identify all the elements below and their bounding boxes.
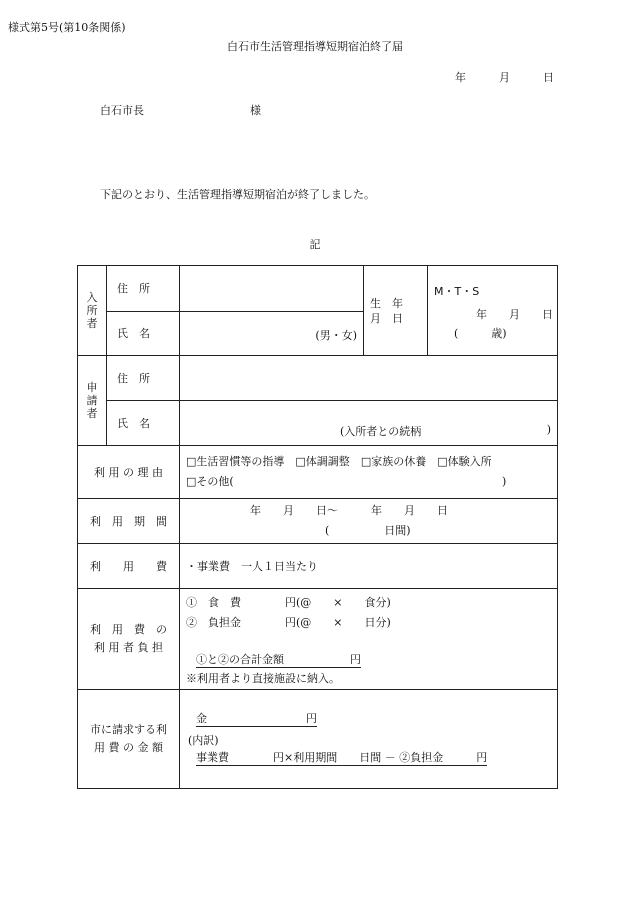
body-text: 下記のとおり、生活管理指導短期宿泊が終了しました。 [100,188,375,201]
date-day: 日 [543,71,554,84]
addressee-suffix: 様 [250,104,261,117]
relation-close: ) [546,423,551,436]
reason-field [180,446,558,499]
form-number: 様式第5号(第10条関係) [8,21,126,34]
form-table [77,265,558,789]
era-options: M・T・S [434,285,480,298]
period-days: ( 日間) [325,524,411,537]
applicant-section-label: 申 請 者 [78,356,107,446]
reason-option-family-rest[interactable]: □家族の休養 [360,455,427,468]
resident-address-label: 住 所 [107,266,180,312]
burden-field[interactable] [180,589,558,690]
date-year: 年 [455,71,466,84]
resident-name-field[interactable] [180,311,364,356]
birth-ymd: 年 月 日 [476,308,553,321]
resident-address-field[interactable] [180,266,364,312]
age: ( 歳) [454,327,507,340]
resident-birth-label: 生 年 月 日 [364,266,428,356]
applicant-name-label: 氏 名 [107,401,180,446]
resident-birth-field[interactable] [428,266,558,356]
fee-label: 利 用 費 [78,544,180,589]
resident-section-label: 入 所 者 [78,266,107,356]
claim-breakdown: 事業費 円×利用期間 日間 － ②負担金 円 [196,751,488,764]
claim-label: 市に請求する利 用 費 の 金 額 [78,690,180,789]
claim-amount: 金 円 [196,712,317,725]
claim-field[interactable] [180,690,558,789]
period-range: 年 月 日〜 年 月 日 [250,504,448,517]
reason-label: 利 用 の 理 由 [78,446,180,499]
applicant-address-field[interactable] [180,356,558,401]
applicant-address-label: 住 所 [107,356,180,401]
applicant-name-field[interactable] [180,401,558,446]
date-line [455,69,554,85]
burden-share: ② 負担金 円(@ × 日分) [186,616,391,629]
reason-option-health[interactable]: □体調調整 [295,455,350,468]
gender-options: (男・女) [315,329,357,342]
period-label: 利 用 期 間 [78,499,180,544]
burden-label: 利 用 費 の 利 用 者 負 担 [78,589,180,690]
reason-option-guidance[interactable]: □生活習慣等の指導 [186,455,285,468]
claim-breakdown-label: (内訳) [188,734,219,747]
burden-note: ※利用者より直接施設に納入。 [186,672,340,685]
date-month: 月 [499,71,510,84]
addressee [100,102,261,118]
reason-option-trial[interactable]: □体験入所 [437,455,492,468]
reason-option-other[interactable]: □その他( [186,475,234,488]
resident-name-label: 氏 名 [107,311,180,356]
document-title: 白石市生活管理指導短期宿泊終了届 [227,40,403,53]
reason-other-close: ) [502,475,507,488]
burden-food: ① 食 費 円(@ × 食分) [186,596,391,609]
burden-total: ①と②の合計金額 円 [196,653,361,666]
addressee-name: 白石市長 [100,104,144,117]
fee-field: ・事業費 一人１日当たり [180,544,558,589]
relation-label: (入所者との続柄 [340,425,422,438]
ki-heading: 記 [309,238,321,251]
period-field[interactable] [180,499,558,544]
